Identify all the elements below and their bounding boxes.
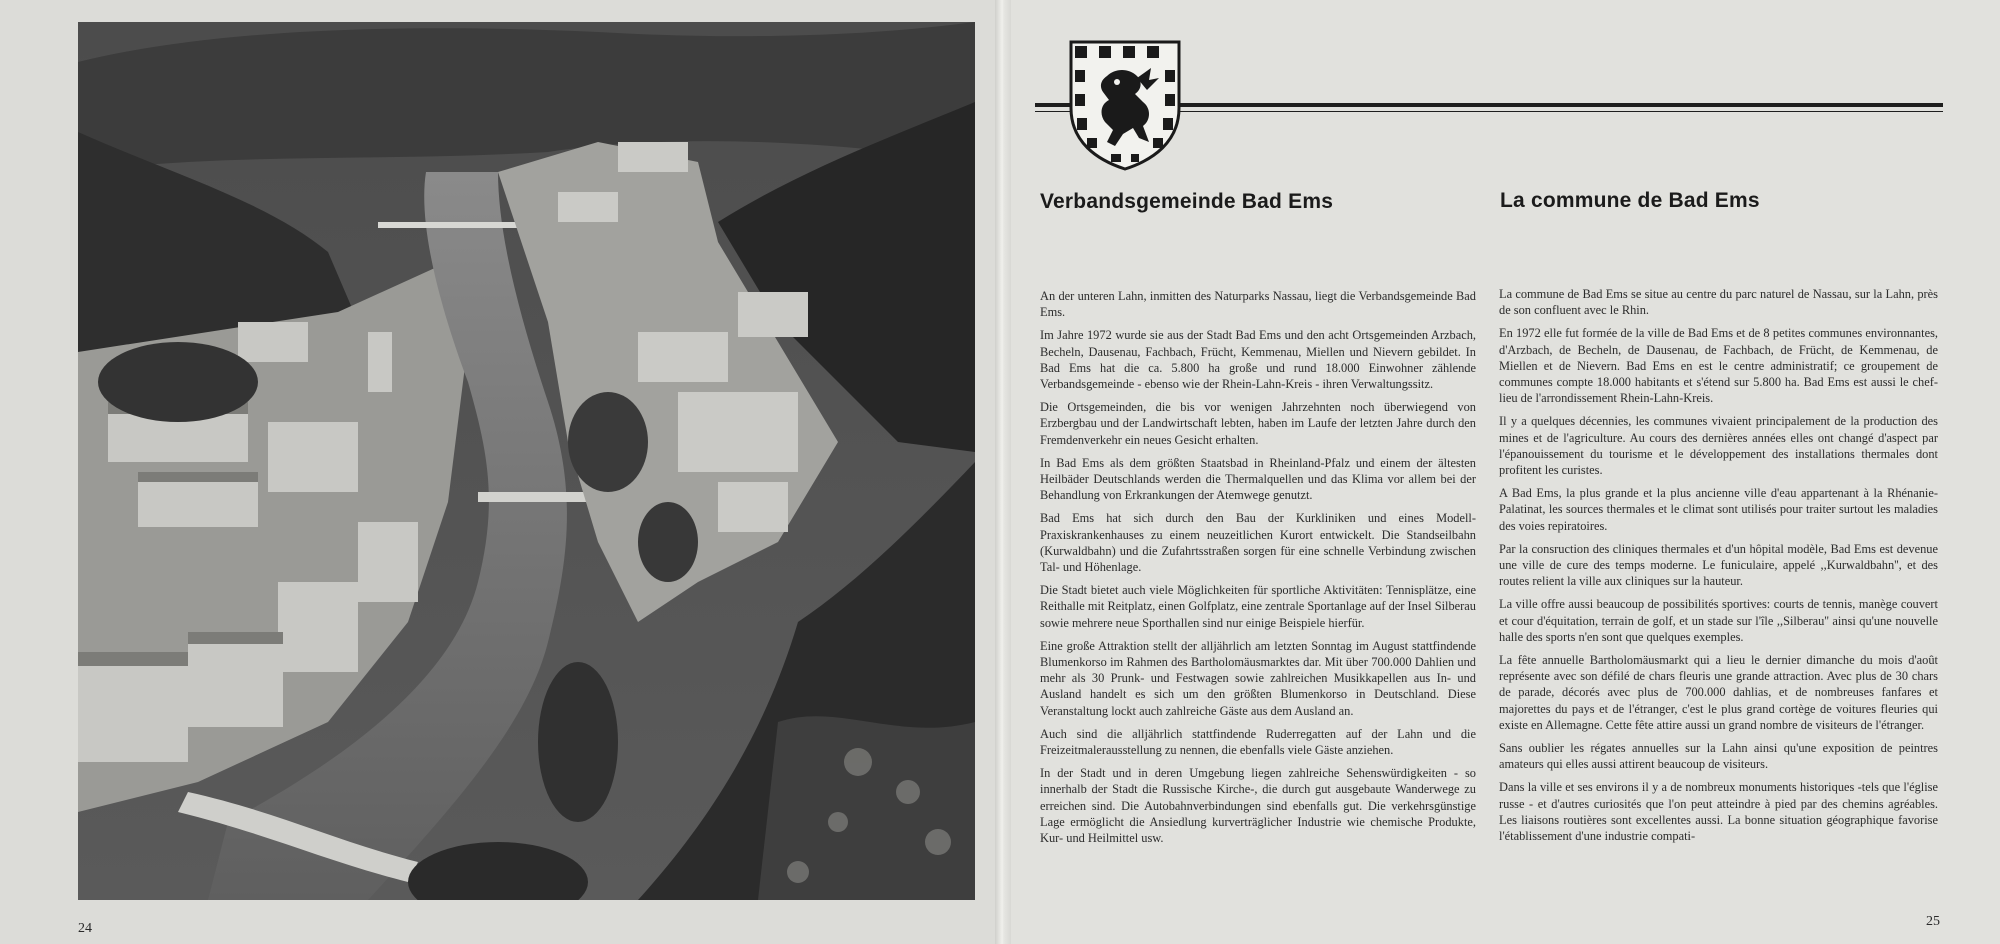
heading-french: La commune de Bad Ems: [1500, 189, 1760, 212]
show-through-text: [1180, 30, 1840, 260]
french-paragraph: Sans oublier les régates annuelles sur la Lahn ainsi qu'une exposition de peintres amateurs qui elles aussi attirent beaucoup de visiteurs.: [1499, 741, 1938, 772]
french-paragraph: En 1972 elle fut formée de la ville de Bad Ems et de 8 petites communes environnantes, d'Arzbach, de Becheln, de Dausenau, de Fachbach, de Frücht, de Kemmenau, de Miellen et de Nievern. Bad Ems en est le centre administratif; ce groupement de communes compte 18.000 habitants et s'étend sur 5.800 ha. Bad Ems est aussi le chef-lieu de l'arrondissement Rhein-Lahn-Kreis.: [1499, 326, 1938, 406]
german-paragraph: Auch sind die alljährlich stattfindende Ruderregatten auf der Lahn und die Freizeitmalerausstellung zu nennen, die ebenfalls viele Gäste anziehen.: [1040, 726, 1476, 758]
german-paragraph: Die Ortsgemeinden, die bis vor wenigen Jahrzehnten noch überwiegend von Erzbergbau und der Landwirtschaft lebten, haben im Laufe der letzten Jahre durch den Fremdenverkehr ein neues Gesicht erhalten.: [1040, 400, 1476, 447]
french-paragraph: Dans la ville et ses environs il y a de nombreux monuments historiques -tels que l'église russe - et d'autres curiosités que l'on peut atteindre à pied par des chemins agréables. Les liaisons routières sont excellentes aussi. La bonne situation géographique favorise l'établissement d'une industrie compati-: [1499, 780, 1938, 844]
french-text-column: [1499, 286, 1938, 851]
german-text-column: [1040, 288, 1476, 853]
page-number-left: 24: [78, 921, 92, 936]
coat-of-arms-icon: [1067, 38, 1183, 172]
book-gutter: [995, 0, 1011, 944]
german-paragraph: Die Stadt bietet auch viele Möglichkeiten für sportliche Aktivitäten: Tennisplätze, eine Reithalle mit Reitplatz, einen Golfplatz, eine zentrale Sportanlage auf der Insel Silberau sowie mehrere neue Sporthallen sind nur einige Beispiele hierfür.: [1040, 583, 1476, 630]
german-paragraph: Im Jahre 1972 wurde sie aus der Stadt Bad Ems und den acht Ortsgemeinden Arzbach, Becheln, Dausenau, Fachbach, Frücht, Kemmenau, Miellen und Nievern gebildet. In Bad Ems hat die ca. 5.800 ha große und rund 18.000 Einwohner zählende Verbandsgemeinde - ebenso wie der Rhein-Lahn-Kreis - ihren Verwaltungssitz.: [1040, 328, 1476, 392]
german-paragraph: In der Stadt und in deren Umgebung liegen zahlreiche Sehenswürdigkeiten - so innerhalb der Stadt die Russische Kirche-, die durch gut ausgebaute Wanderwege zu erreichen sind. Die Autobahnverbindungen sind ebenfalls gut. Die verkehrsgünstige Lage ermöglicht die Ansiedlung kurverträglicher Industrie wie chemische Produkte, Kur- und Heilmittel usw.: [1040, 766, 1476, 846]
french-paragraph: A Bad Ems, la plus grande et la plus ancienne ville d'eau appartenant à la Rhénanie-Palatinat, les sources thermales et le climat sont utilisés pour traiter surtout les maladies des voies repiratoires.: [1499, 486, 1938, 533]
german-paragraph: An der unteren Lahn, inmitten des Naturparks Nassau, liegt die Verbandsgemeinde Bad Ems.: [1040, 289, 1476, 320]
german-paragraph: Eine große Attraktion stellt der alljährlich am letzten Sonntag im August stattfindende Blumenkorso im Rahmen des Bartholomäusmarktes dar. Mit über 700.000 Dahlien und mehr als 30 Prunk- und Festwagen sowie zahlreichen Musikkapellen aus In- und Ausland handelt es sich um den größten Blumenkorso in Deutschland. Diese Veranstaltung lockt auch zahlreiche Gäste aus dem Ausland an.: [1040, 638, 1476, 718]
german-paragraph: In Bad Ems als dem größten Staatsbad in Rheinland-Pfalz und einem der ältesten Heilbäder Deutschlands werden die Thermalquellen und das Klima vor allem bei der Behandlung von Erkrankungen der Atemwege genutzt.: [1040, 455, 1476, 503]
french-paragraph: La ville offre aussi beaucoup de possibilités sportives: courts de tennis, manège couvert et cour d'équitation, terrain de golf, et un stade sur l'île ,,Silberau'' ainsi qu'une nouvelle halle des sports n'en sont que quelques exemples.: [1499, 597, 1938, 644]
french-paragraph: Par la consruction des cliniques thermales et d'un hôpital modèle, Bad Ems est devenue une ville de cure des temps moderne. Le funiculaire, appelé ,,Kurwaldbahn'', et des routes relient la ville aux cliniques sur la hauteur.: [1499, 541, 1938, 589]
french-paragraph: Il y a quelques décennies, les communes vivaient principalement de la production des mines et de l'agriculture. Au cours des dernières années elles ont changé d'aspect par l'épanouissement du tourisme et le développement des installations thermales dont profitent les curistes.: [1499, 414, 1938, 478]
page-number-right: 25: [1926, 914, 1940, 929]
aerial-photo: [78, 22, 975, 900]
french-paragraph: La fête annuelle Bartholomäusmarkt qui a lieu le dernier dimanche du mois d'août représente avec son défilé de chars fleuris une grande attraction. Avec plus de 30 chars de parade, décorés avec plus de 700.000 dahlias, et de nombreuses fanfares et majorettes du pays et de l'étranger, c'est le plus grand cortège de voitures fleuries qui existe en Allemagne. Cette fête attire aussi un grand nombre de visiteurs de l'étranger.: [1499, 653, 1938, 732]
aerial-photo-image: [78, 22, 975, 900]
german-paragraph: Bad Ems hat sich durch den Bau der Kurkliniken und eines Modell-Praxiskrankenhauses zu einem neuzeitlichen Kurort entwickelt. Die Standseilbahn (Kurwaldbahn) und die Zufahrtsstraßen sorgen für eine schnelle Verbindung zwischen Tal- und Höhenlage.: [1040, 511, 1476, 575]
french-paragraph: La commune de Bad Ems se situe au centre du parc naturel de Nassau, sur la Lahn, près de son confluent avec le Rhin.: [1499, 287, 1938, 318]
heading-german: Verbandsgemeinde Bad Ems: [1040, 190, 1334, 213]
